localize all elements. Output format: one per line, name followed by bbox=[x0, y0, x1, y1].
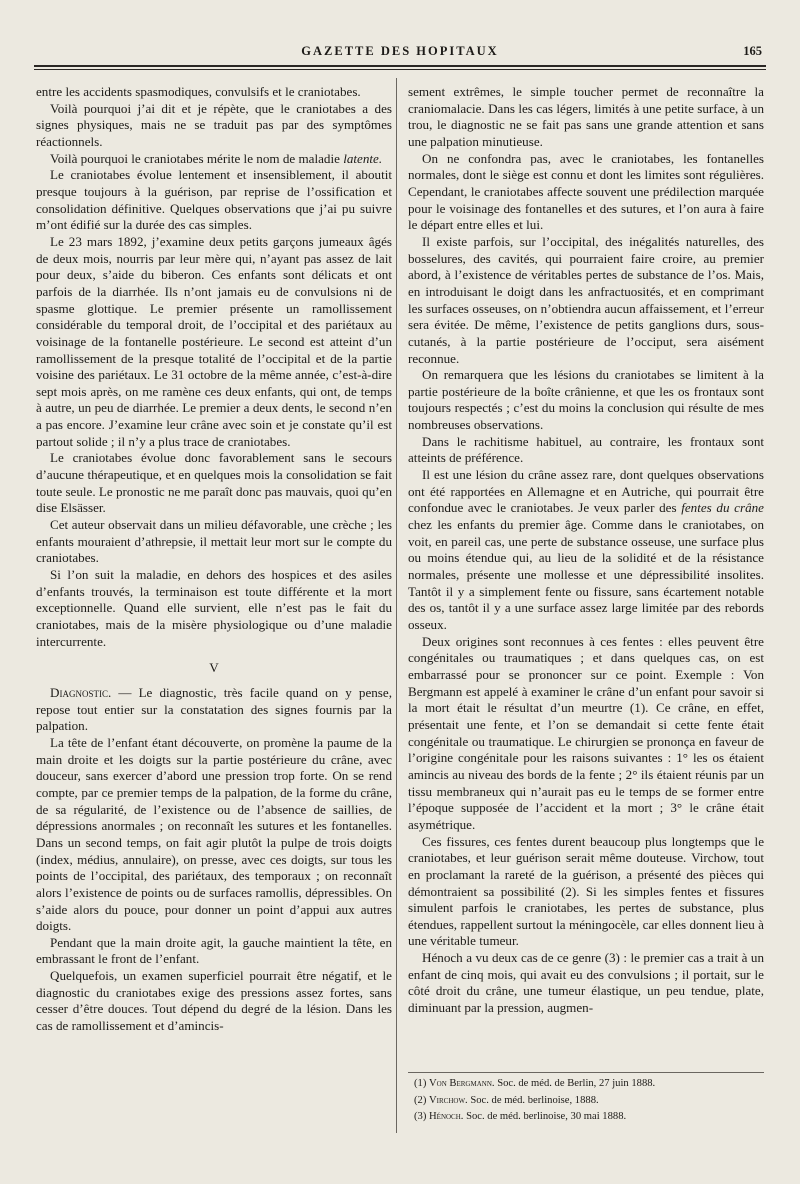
running-header bbox=[0, 44, 800, 64]
header-rule-thick bbox=[34, 65, 766, 67]
journal-title: GAZETTE DES HOPITAUX bbox=[301, 44, 499, 58]
footnote-author: Hénoch. bbox=[429, 1111, 464, 1122]
paragraph: Ces fissures, ces fentes durent beaucoup plus longtemps que le craniotabes, et leur guérison serait même douteuse. Virchow, tout en proclamant la rareté de la guérison, a présenté des pièces qui démontraient sa possibilité (2). Si les simples fentes et fissures simulent parfois le craniotabes, les pertes de substance, plus étendues, rappellent surtout la méningocèle, car elles donnent lieu à une véritable tumeur. bbox=[408, 833, 764, 949]
paragraph: Il existe parfois, sur l’occipital, des inégalités naturelles, des bosselures, des cavités, qui pourraient faire croire, au premier abord, à l’existence de véritables pertes de substance de l’os. Mais, en introduisant le doigt dans les anfractuosités, et en comprimant les surfaces osseuses, on n’obtiendra aucun affaissement, et l’erreur sera évitée. De même, l’existence de petits ganglions durs, sous-cutanés, à la partie postérieure de l’occiput, sera aisément reconnue. bbox=[408, 233, 764, 366]
paragraph-text: chez les enfants du premier âge. Comme dans le craniotabes, on voit, en pareil cas, une perte de substance osseuse, une surface plus ou moins étendue qui, au lieu de la solidité et de la résistance normales, présente une mollesse et une dépressibilité insolites. Tantôt il y a simplement fente ou fissure, sans écartement notable des os, tantôt il y a une surface assez large limitée par des rebords osseux. bbox=[408, 517, 764, 632]
paragraph: Si l’on suit la maladie, en dehors des hospices et des asiles d’enfants trouvés, la terminaison est toute différente et la mort exceptionnelle. Quand elle survient, elle n’est pas le fait du craniotabes, mais de la misère physiologique ou d’une maladie intercurrente. bbox=[36, 567, 392, 649]
column-divider bbox=[396, 78, 397, 1133]
paragraph-text: Il est une lésion du crâne assez rare, dont quelques observations ont été rapportées en Allemagne et en Autriche, qui pourrait être confondue avec le craniotabes. Je veux parler des bbox=[408, 467, 764, 516]
header-rule-thin bbox=[34, 69, 766, 70]
paragraph: Cet auteur observait dans un milieu défavorable, une crèche ; les enfants mouraient d’athrepsie, il mettait leur mort sur le compte du craniotabes. bbox=[36, 517, 392, 566]
paragraph: Le 23 mars 1892, j’examine deux petits garçons jumeaux âgés de deux mois, nourris par leur mère qui, n’ayant pas assez de lait pour deux, s’aide du biberon. Ces enfants sont délicats et ont parfois de la diarrhée. Ils n’ont jamais eu de convulsions ni de spasme glottique. Le premier présente un ramollissement considérable du temporal droit, de l’occipital et des pariétaux au voisinage de la fontanelle postérieure. Le second est atteint d’un ramollissement de la presque totalité de l’occipital et de la partie voisine des pariétaux. Le 31 octobre de la même année, c’est-à-dire sept mois après, on me ramène ces deux enfants, qui ont, de temps à autre, un peu de diarrhée. Le premier a deux dents, le second n’en a pas encore. J’examine leur crâne avec soin et je constate qu’il est partout solide ; il n’y a plus trace de craniotabes. bbox=[36, 233, 392, 449]
paragraph: Le craniotabes évolue lentement et insensiblement, il aboutit presque toujours à la guérison, par reprise de l’ossification et consolidation définitive. Quelques observations que j’ai pu suivre m’ont édifié sur la durée des cas simples. bbox=[36, 167, 392, 233]
italic-term: fentes du crâne bbox=[681, 500, 764, 516]
paragraph: Le craniotabes évolue donc favorablement sans le secours d’aucune thérapeutique, et en quelques mois la consolidation se fait toute seule. Le pronostic ne me paraît donc pas mauvais, quoi qu’en dise Elsässer. bbox=[36, 450, 392, 516]
section-label: Diagnostic. bbox=[50, 684, 112, 700]
paragraph: Quelquefois, un examen superficiel pourrait être négatif, et le diagnostic du craniotabes exige des pressions assez fortes, sans cesser d’être douces. Tout dépend du degré de la lésion. Dans les cas de ramollissement et d’amincis- bbox=[36, 968, 392, 1034]
footnote bbox=[414, 1109, 764, 1126]
paragraph bbox=[408, 467, 764, 634]
section-number: V bbox=[209, 660, 219, 676]
footnote-text: Soc. de méd. berlinoise, 1888. bbox=[470, 1094, 599, 1106]
footnote-text: Soc. de méd. berlinoise, 30 mai 1888. bbox=[466, 1111, 627, 1122]
paragraph-text: — Le diagnostic, très facile quand on y pense, repose tout entier sur la constatation des signes fournis par la palpation. bbox=[36, 684, 392, 734]
paragraph: entre les accidents spasmodiques, convulsifs et le craniotabes. bbox=[36, 84, 361, 99]
paragraph: On ne confondra pas, avec le craniotabes, les fontanelles normales, dont le siège est connu et dont les limites sont régulières. Cependant, le craniotabes affecte souvent une prédilection marquée pour le voisinage des fontanelles et des sutures, et l’on aura à faire le départ entre elles et lui. bbox=[408, 150, 764, 233]
italic-term: latente. bbox=[343, 150, 383, 166]
footnote-rule bbox=[408, 1072, 764, 1073]
footnote bbox=[414, 1076, 764, 1093]
paragraph: Pendant que la main droite agit, la gauche maintient la tête, en embrassant le front de l’enfant. bbox=[36, 934, 392, 967]
paragraph: Dans le rachitisme habituel, au contraire, les frontaux sont atteints de préférence. bbox=[408, 433, 764, 466]
footnote-author: Virchow. bbox=[429, 1094, 468, 1106]
page-number: 165 bbox=[743, 44, 762, 58]
footnote-number: (3) bbox=[414, 1111, 427, 1122]
paragraph: Deux origines sont reconnues à ces fentes : elles peuvent être congénitales ou traumatiques ; et dans quelques cas, on est embarrassé pour se prononcer sur ce point. Exemple : Von Bergmann est appelé à examiner le crâne d’un enfant pour savoir si la mort était le résultat d’un meurtre (1). Ce crâne, en effet, présentait une fente, et l’on se demandait si cette fente était congénitale ou traumatique. Le chirurgien se prononça en faveur de l’origine congénitale pour les raisons suivantes : 1° les os étaient amincis au niveau des bords de la fente ; 2° ils étaient réunis par un tissu membraneux qui n’aurait pas eu le temps de se former entre l’époque supposée de l’accident et la mort ; 3° le crâne était asymétrique. bbox=[408, 633, 764, 832]
footnote-number: (2) bbox=[414, 1094, 427, 1106]
paragraph: La tête de l’enfant étant découverte, on promène la paume de la main droite et les doigts sur la partie postérieure du crâne, avec douceur, sans exercer d’abord une pression trop forte. On se rend compte, par ce premier temps de la palpation, de la forme du crâne, de sa régularité, de l’existence ou de l’absence de saillies, de dépressions anormales ; on reconnaît les sutures et les fontanelles. Dans un second temps, on fait agir plutôt la pulpe de trois doigts (index, médius, annulaire), on presse, avec ces doigts, sur tous les points de l’occipital, des pariétaux, des temporaux ; on reconnaît alors l’existence de points ou de surfaces ramollis, dépressibles. On s’aide alors du pouce, pour donner un point d’appui aux autres doigts. bbox=[36, 734, 392, 934]
paragraph: Hénoch a vu deux cas de ce genre (3) : le premier cas a trait à un enfant de cinq mois, qui avait eu des convulsions ; il portait, sur le côté droit du crâne, une tumeur élastique, un peu tendue, plate, diminuant par la pression, augmen- bbox=[408, 950, 764, 1016]
paragraph bbox=[36, 685, 392, 735]
footnotes bbox=[414, 1076, 764, 1126]
left-column bbox=[36, 84, 392, 1035]
paragraph: On remarquera que les lésions du craniotabes se limitent à la partie postérieure de la boîte crânienne, et que les os frontaux sont toujours respectés ; c’est du moins la conclusion qui résulte de mes nombreuses observations. bbox=[408, 367, 764, 433]
footnote bbox=[414, 1093, 764, 1110]
footnote-text: Soc. de méd. de Berlin, 27 juin 1888. bbox=[497, 1078, 656, 1089]
right-column bbox=[408, 84, 764, 1017]
paragraph bbox=[36, 151, 392, 168]
paragraph: sement extrêmes, le simple toucher permet de reconnaître la craniomalacie. Dans les cas légers, limités à une petite surface, à un trou, le diagnostic ne se fait pas sans une grande attention et sans une palpation minutieuse. bbox=[408, 84, 764, 149]
footnote-author: Von Bergmann. bbox=[429, 1078, 495, 1089]
paragraph: Voilà pourquoi j’ai dit et je répète, que le craniotabes a des signes physiques, mais ne se traduit pas par des symptômes réactionnels. bbox=[36, 100, 392, 149]
footnote-number: (1) bbox=[414, 1078, 427, 1089]
paragraph-text: Voilà pourquoi le craniotabes mérite le nom de maladie bbox=[50, 150, 340, 166]
